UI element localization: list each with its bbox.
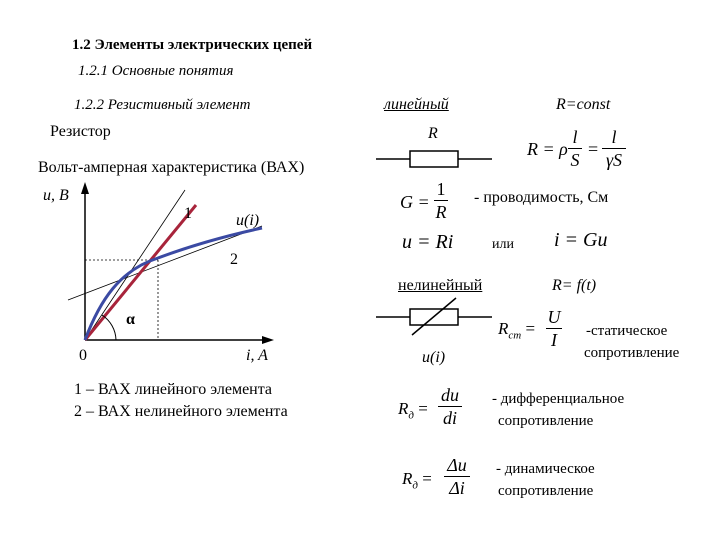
formula-rd-den: di xyxy=(442,408,457,428)
x-axis-arrow xyxy=(262,336,274,344)
static-text-2: сопротивление xyxy=(584,345,680,361)
curve-1-label: 1 xyxy=(184,205,192,222)
formula-rst-sub: ст xyxy=(508,329,522,342)
resistor-body xyxy=(410,151,458,167)
formula-rd-lhs: $R_д$ = xyxy=(398,399,428,422)
section-heading: 1.2 Элементы электрических цепей xyxy=(72,37,313,53)
legend-nonlinear: 2 – ВАХ нелинейного элемента xyxy=(74,403,288,420)
dyn-text-2: сопротивление xyxy=(498,483,594,499)
curve-ui-label: u(i) xyxy=(236,212,260,229)
alpha-label: α xyxy=(126,311,135,328)
static-text-1: -статическое xyxy=(586,323,668,339)
legend-linear: 1 – ВАХ линейного элемента xyxy=(74,381,273,398)
formula-rst-num: U xyxy=(547,307,561,327)
formula-rst-frac xyxy=(546,308,562,349)
formula-g-lhs: G = xyxy=(400,192,430,212)
formula-rdyn-frac xyxy=(444,456,470,497)
nl-ui-label: u(i) xyxy=(422,349,446,366)
formula-rst-den: I xyxy=(551,330,557,350)
formula-r-eq: = xyxy=(588,139,599,159)
formula-rst-lhs: $R_{ст}$ = xyxy=(498,319,536,342)
ohm-law-i: i = Gu xyxy=(554,229,608,251)
linear-label: линейный xyxy=(384,96,449,113)
formula-rd-r: R xyxy=(398,399,409,418)
formula-g-den: R xyxy=(435,202,447,222)
origin-label: 0 xyxy=(79,347,87,364)
subsection-heading-2: 1.2.2 Резистивный элемент xyxy=(74,97,251,113)
formula-r-gs: γS xyxy=(605,150,623,170)
or-label: или xyxy=(492,237,514,252)
subsection-heading-1: 1.2.1 Основные понятия xyxy=(78,63,234,79)
formula-rd-num: du xyxy=(441,385,459,405)
formula-r-frac-1 xyxy=(568,128,582,169)
formula-r-frac-2 xyxy=(602,128,626,169)
r-const-label: R=const xyxy=(556,96,611,113)
formula-r-s: S xyxy=(570,150,580,170)
formula-r-l2: l xyxy=(611,127,617,147)
conductance-text: - проводимость, См xyxy=(474,189,609,206)
diff-text-2: сопротивление xyxy=(498,413,594,429)
axis-y-label: u, B xyxy=(43,187,69,204)
y-axis-arrow xyxy=(81,182,89,194)
ohm-law-u: u = Ri xyxy=(402,231,454,253)
formula-rd-sub: д xyxy=(408,409,414,422)
nonlinear-characteristic xyxy=(85,228,262,340)
resistor-label: Резистор xyxy=(50,123,111,140)
tangent-line-steep xyxy=(85,190,185,340)
formula-rdyn-lhs: $R_д$ = xyxy=(402,469,432,492)
axis-x-label: i, A xyxy=(246,347,268,364)
linear-characteristic xyxy=(85,205,196,340)
r-ft-label: R= f(t) xyxy=(552,277,597,294)
formula-rdyn-num: Δu xyxy=(447,455,467,475)
dyn-text-1: - динамическое xyxy=(496,461,595,477)
formula-r-lhs: R = ρ xyxy=(527,139,568,159)
formula-r-l1: l xyxy=(572,127,578,147)
formula-g-frac xyxy=(434,180,448,221)
formula-rdyn-den: Δi xyxy=(449,478,465,498)
formula-rd-frac xyxy=(438,386,462,427)
diff-text-1: - дифференциальное xyxy=(492,391,625,407)
curve-2-label: 2 xyxy=(230,251,238,268)
vac-title: Вольт-амперная характеристика (ВАХ) xyxy=(38,159,305,176)
resistor-r-label: R xyxy=(428,125,438,142)
formula-rdyn-sub: д xyxy=(412,479,418,492)
nonlinear-label: нелинейный xyxy=(398,277,483,294)
formula-rst-r: R xyxy=(498,319,509,338)
formula-rdyn-r: R xyxy=(402,469,413,488)
formula-g-num: 1 xyxy=(436,179,446,199)
